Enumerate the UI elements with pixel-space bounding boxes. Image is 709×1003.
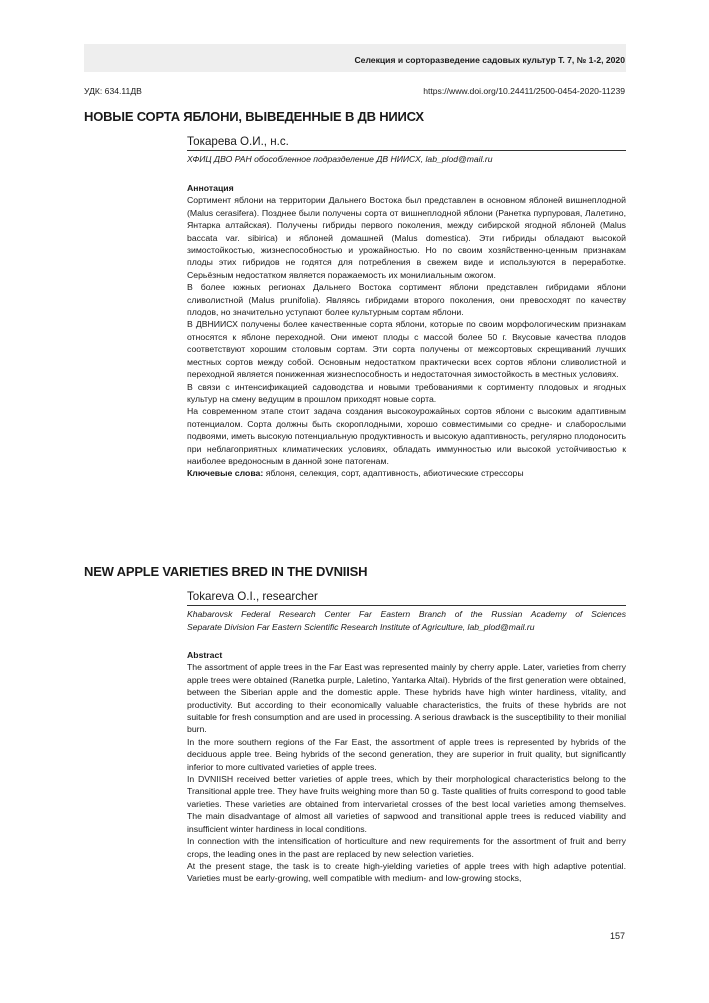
ru-keywords bbox=[187, 467, 626, 479]
ru-abstract-heading: Аннотация bbox=[187, 183, 234, 193]
en-affiliation-line: Khabarovsk Federal Research Center Far Eastern Branch of the Russian Academy of Sciences bbox=[187, 609, 626, 619]
ru-abstract-paragraph: В ДВНИИСХ получены более качественные сорта яблони, которые по своим морфологическим признакам относятся к яблоне переходной. Они имеют плоды с массой более 50 г. Вкусовые качества плодов соответствуют хорошим столовым сортам. Эти сорта получены от межсортовых скрещиваний лучших местных сортов между собой. Основным недостатком практически всех сортов яблони сливолистной и переходной является пониженная жизнеспособность и недостаточная зимостойкость в местных условиях. bbox=[187, 319, 626, 380]
doi-link[interactable]: https://www.doi.org/10.24411/2500-0454-2020-11239 bbox=[423, 86, 625, 96]
ru-affiliation: ХФИЦ ДВО РАН обособленное подразделение ДВ НИИСХ, lab_plod@mail.ru bbox=[187, 154, 493, 164]
en-abstract-paragraph: In DVNIISH received better varieties of apple trees, which by their morphological characteristics belong to the Transitional apple tree. They have fruits weighing more than 50 g. Taste qualities of fruits correspond to good table varieties. These varieties are obtained from intervarietal crosses of the best local varieties among themselves. The main disadvantage of almost all varieties of sapwood and transitional apple trees is reduced viability and insufficient winter hardiness in local conditions. bbox=[187, 774, 626, 834]
ru-abstract-paragraph: Сортимент яблони на территории Дальнего Востока был представлен в основном яблоней вишнеплодной (Malus cerasifera). Позднее были получены сорта от вишнеплодной яблони (Ранетка пурпуровая, Лалетино, Янтарка алтайская). Получены гибриды первого поколения, между сибирской ягодной яблоней (Malus baccata var. sibirica) и яблоней домашней (Malus domestica). Эти гибриды обладают высокой зимостойкостью, жизнеспособностью и урожайностью. Но по своим хозяйственно-ценным признакам плоды этих гибридов не годятся для потребления в свежем виде и используются в переработке. Серьёзным недостатком является поражаемость их монилиальным ожогом. bbox=[187, 195, 626, 280]
en-abstract-paragraph: In the more southern regions of the Far East, the assortment of apple trees is represented by hybrids of the deciduous apple tree. Being hybrids of the second generation, they are superior in fruit quality, but significantly inferior to more cultivated varieties of apple trees. bbox=[187, 736, 626, 772]
ru-keywords-label: Ключевые слова: bbox=[187, 468, 264, 479]
en-abstract-paragraph: In connection with the intensification of horticulture and new requirements for the assortment of fruit and berry crops, the leading ones in the past are replaced by new selection varieties. bbox=[187, 836, 626, 859]
en-author-block bbox=[187, 590, 626, 634]
ru-author-block bbox=[187, 135, 626, 165]
ru-abstract bbox=[187, 182, 626, 480]
en-author: Tokareva O.I., researcher bbox=[187, 590, 626, 606]
en-article-title: NEW APPLE VARIETIES BRED IN THE DVNIISH bbox=[84, 564, 368, 579]
en-affiliation-line: Separate Division Far Eastern Scientific Research Institute of Agriculture, lab_plod@mail.ru bbox=[187, 622, 535, 633]
ru-keywords-list: яблоня, селекция, сорт, адаптивность, абиотические стрессоры bbox=[263, 468, 524, 479]
ru-abstract-paragraph: На современном этапе стоит задача создания высокоурожайных сортов яблони с высоким адаптивным потенциалом. Сорта должны быть скороплодными, хорошо совместимыми со средне- и слаборослыми подвоями, иметь высокую потенциальную продуктивность и высокую адаптивность, регулярно плодоносить при неблагоприятных климатических условиях, обладать иммунностью или высокой устойчивостью к наиболее вредоносным в данной зоне патогенам. bbox=[187, 406, 626, 466]
udc-code: УДК: 634.11ДВ bbox=[84, 86, 142, 96]
en-abstract-paragraph: The assortment of apple trees in the Far East was represented mainly by cherry apple. Later, varieties from cherry apple trees were obtained (Ranetka purple, Laletino, Yantarka Altai). Hybrids of the first generation were obtained, between the Siberian apple and the domestic apple. These hybrids have high winter hardiness, vitality, and productivity. But according to their economically valuable characteristics, the fruits of these hybrids are not suitable for fresh consumption and are used in processing. A serious drawback is the susceptibility to their monilial burn. bbox=[187, 662, 626, 735]
journal-title: Селекция и сорторазведение садовых культур Т. 7, № 1-2, 2020 bbox=[354, 55, 625, 65]
ru-abstract-paragraph: В связи с интенсификацией садоводства и новыми требованиями к сортименту плодовых и ягодных культур на смену ведущим в прошлом приходят новые сорта. bbox=[187, 381, 626, 404]
page-number: 157 bbox=[609, 931, 625, 941]
ru-article-title: НОВЫЕ СОРТА ЯБЛОНИ, ВЫВЕДЕННЫЕ В ДВ НИИСХ bbox=[84, 109, 424, 124]
en-abstract-paragraph: At the present stage, the task is to create high-yielding varieties of apple trees with high adaptive potential. Varieties must be early-growing, well compatible with medium- and low-growing stocks, bbox=[187, 860, 626, 884]
ru-abstract-paragraph: В более южных регионах Дальнего Востока сортимент яблони представлен гибридами яблони сливолистной (Malus prunifolia). Являясь гибридами второго поколения, они превосходят по качеству плодов, но значительно уступают более культурным сортам яблони. bbox=[187, 282, 626, 318]
en-abstract-heading: Abstract bbox=[187, 650, 223, 660]
en-abstract bbox=[187, 649, 626, 885]
ru-author: Токарева О.И., н.с. bbox=[187, 135, 626, 151]
